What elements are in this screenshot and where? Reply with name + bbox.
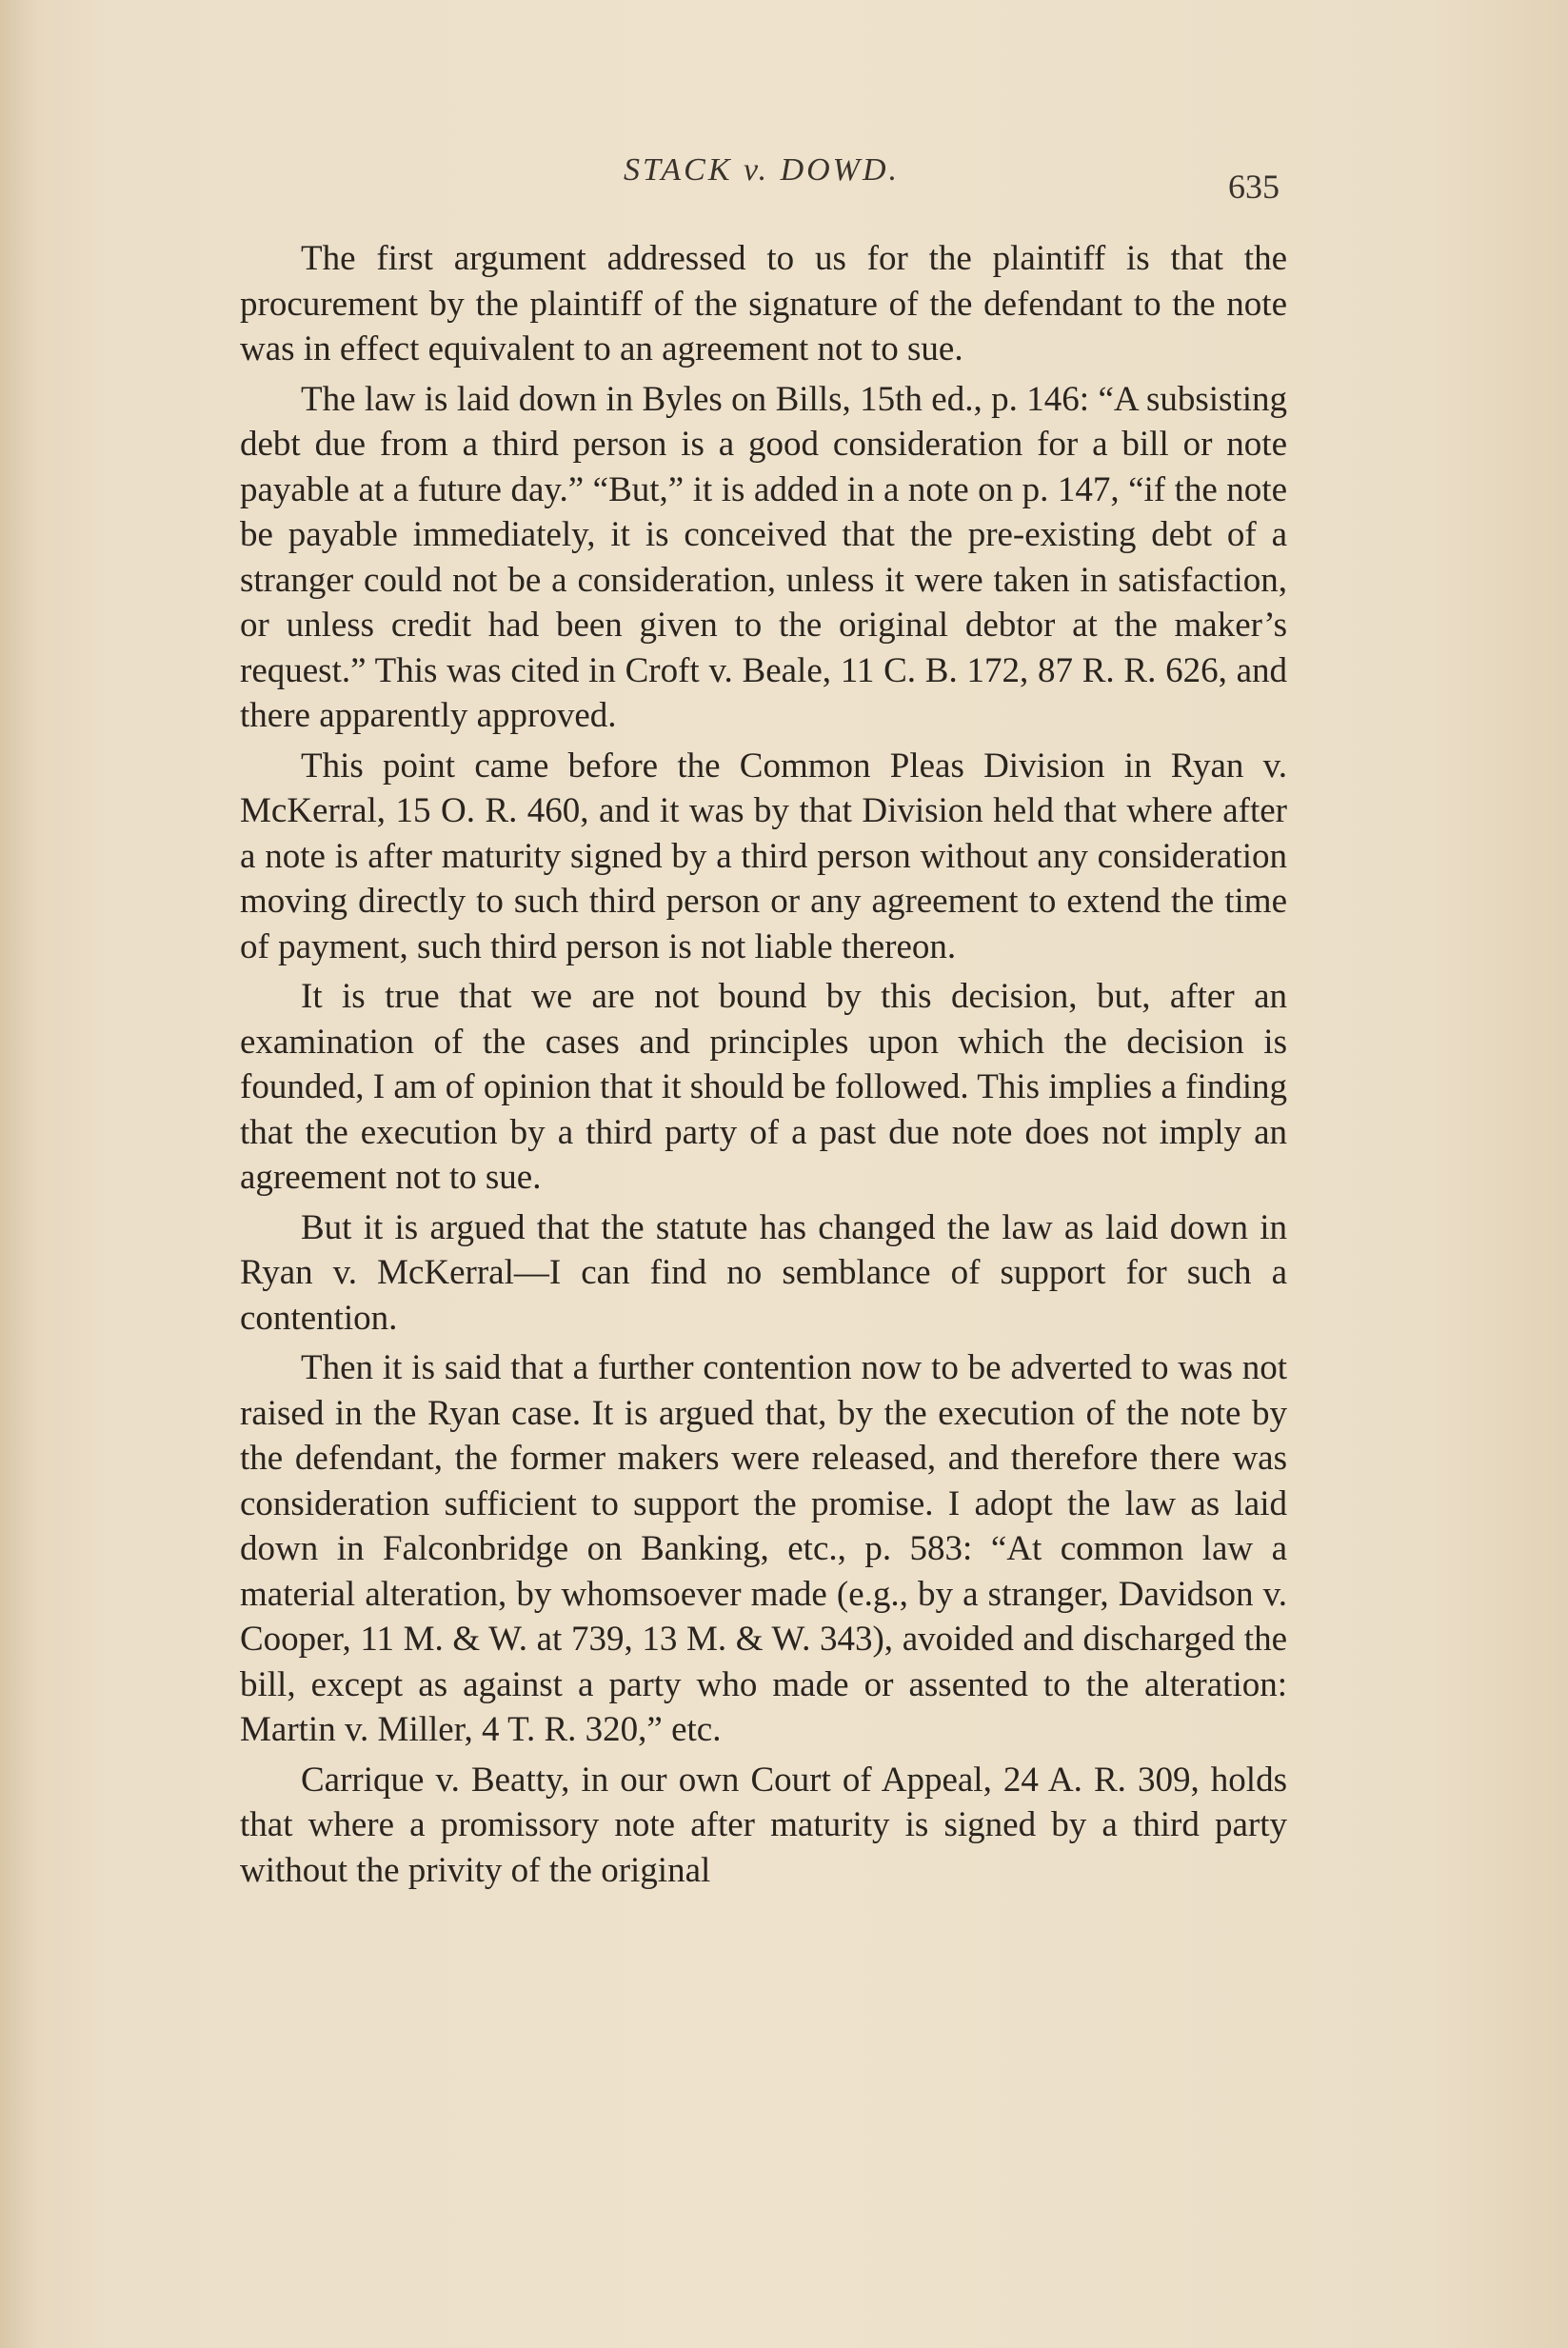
paragraph-5: But it is argued that the statute has changed the law as laid down in Ryan v. McKerral—I can find no semblance of support for such a contention. xyxy=(240,1207,1287,1338)
paragraph-7: Carrique v. Beatty, in our own Court of Appeal, 24 A. R. 309, holds that where a promissory note after maturity is signed by a third party without the privity of the original xyxy=(240,1760,1287,1890)
paragraph-1: The first argument addressed to us for the plaintiff is that the procurement by the plaintiff of the signature of the defendant to the note was in effect equivalent to an agreement not to sue. xyxy=(240,239,1287,368)
body-text xyxy=(240,236,1287,1898)
paragraph-3: This point came before the Common Pleas Division in Ryan v. McKerral, 15 O. R. 460, and it was by that Division held that where after a note is after maturity signed by a third person without any consideration moving directly to such third person or any agreement to extend the time of payment, such third person is not liable thereon. xyxy=(240,746,1287,966)
paragraph-4: It is true that we are not bound by this decision, but, after an examination of the cases and principles upon which the decision is founded, I am of opinion that it should be followed. This implies a finding that the execution by a third party of a past due note does not imply an agreement not to sue. xyxy=(240,977,1287,1197)
running-head: STACK v. DOWD. xyxy=(624,152,901,188)
paragraph-6: Then it is said that a further contention now to be adverted to was not raised in the Ryan case. It is argued that, by the execution of the note by the defendant, the former makers were released, and therefore there was consideration sufficient to support the promise. I adopt the law as laid down in Falconbridge on Banking, etc., p. 583: “At common law a material alteration, by whomsoever made (e.g., by a stranger, Davidson v. Cooper, 11 M. & W. at 739, 13 M. & W. 343), avoided and discharged the bill, except as against a party who made or assented to the alteration: Martin v. Miller, 4 T. R. 320,” etc. xyxy=(240,1348,1287,1749)
paragraph-2: The law is laid down in Byles on Bills, 15th ed., p. 146: “A subsisting debt due from a third person is a good consideration for a bill or note payable at a future day.” “But,” it is added in a note on p. 147, “if the note be payable immediately, it is conceived that the pre-existing debt of a stranger could not be a consideration, unless it were taken in satisfaction, or unless credit had been given to the original debtor at the maker’s request.” This was cited in Croft v. Beale, 11 C. B. 172, 87 R. R. 626, and there apparently approved. xyxy=(240,379,1287,735)
page-number: 635 xyxy=(1228,168,1280,206)
